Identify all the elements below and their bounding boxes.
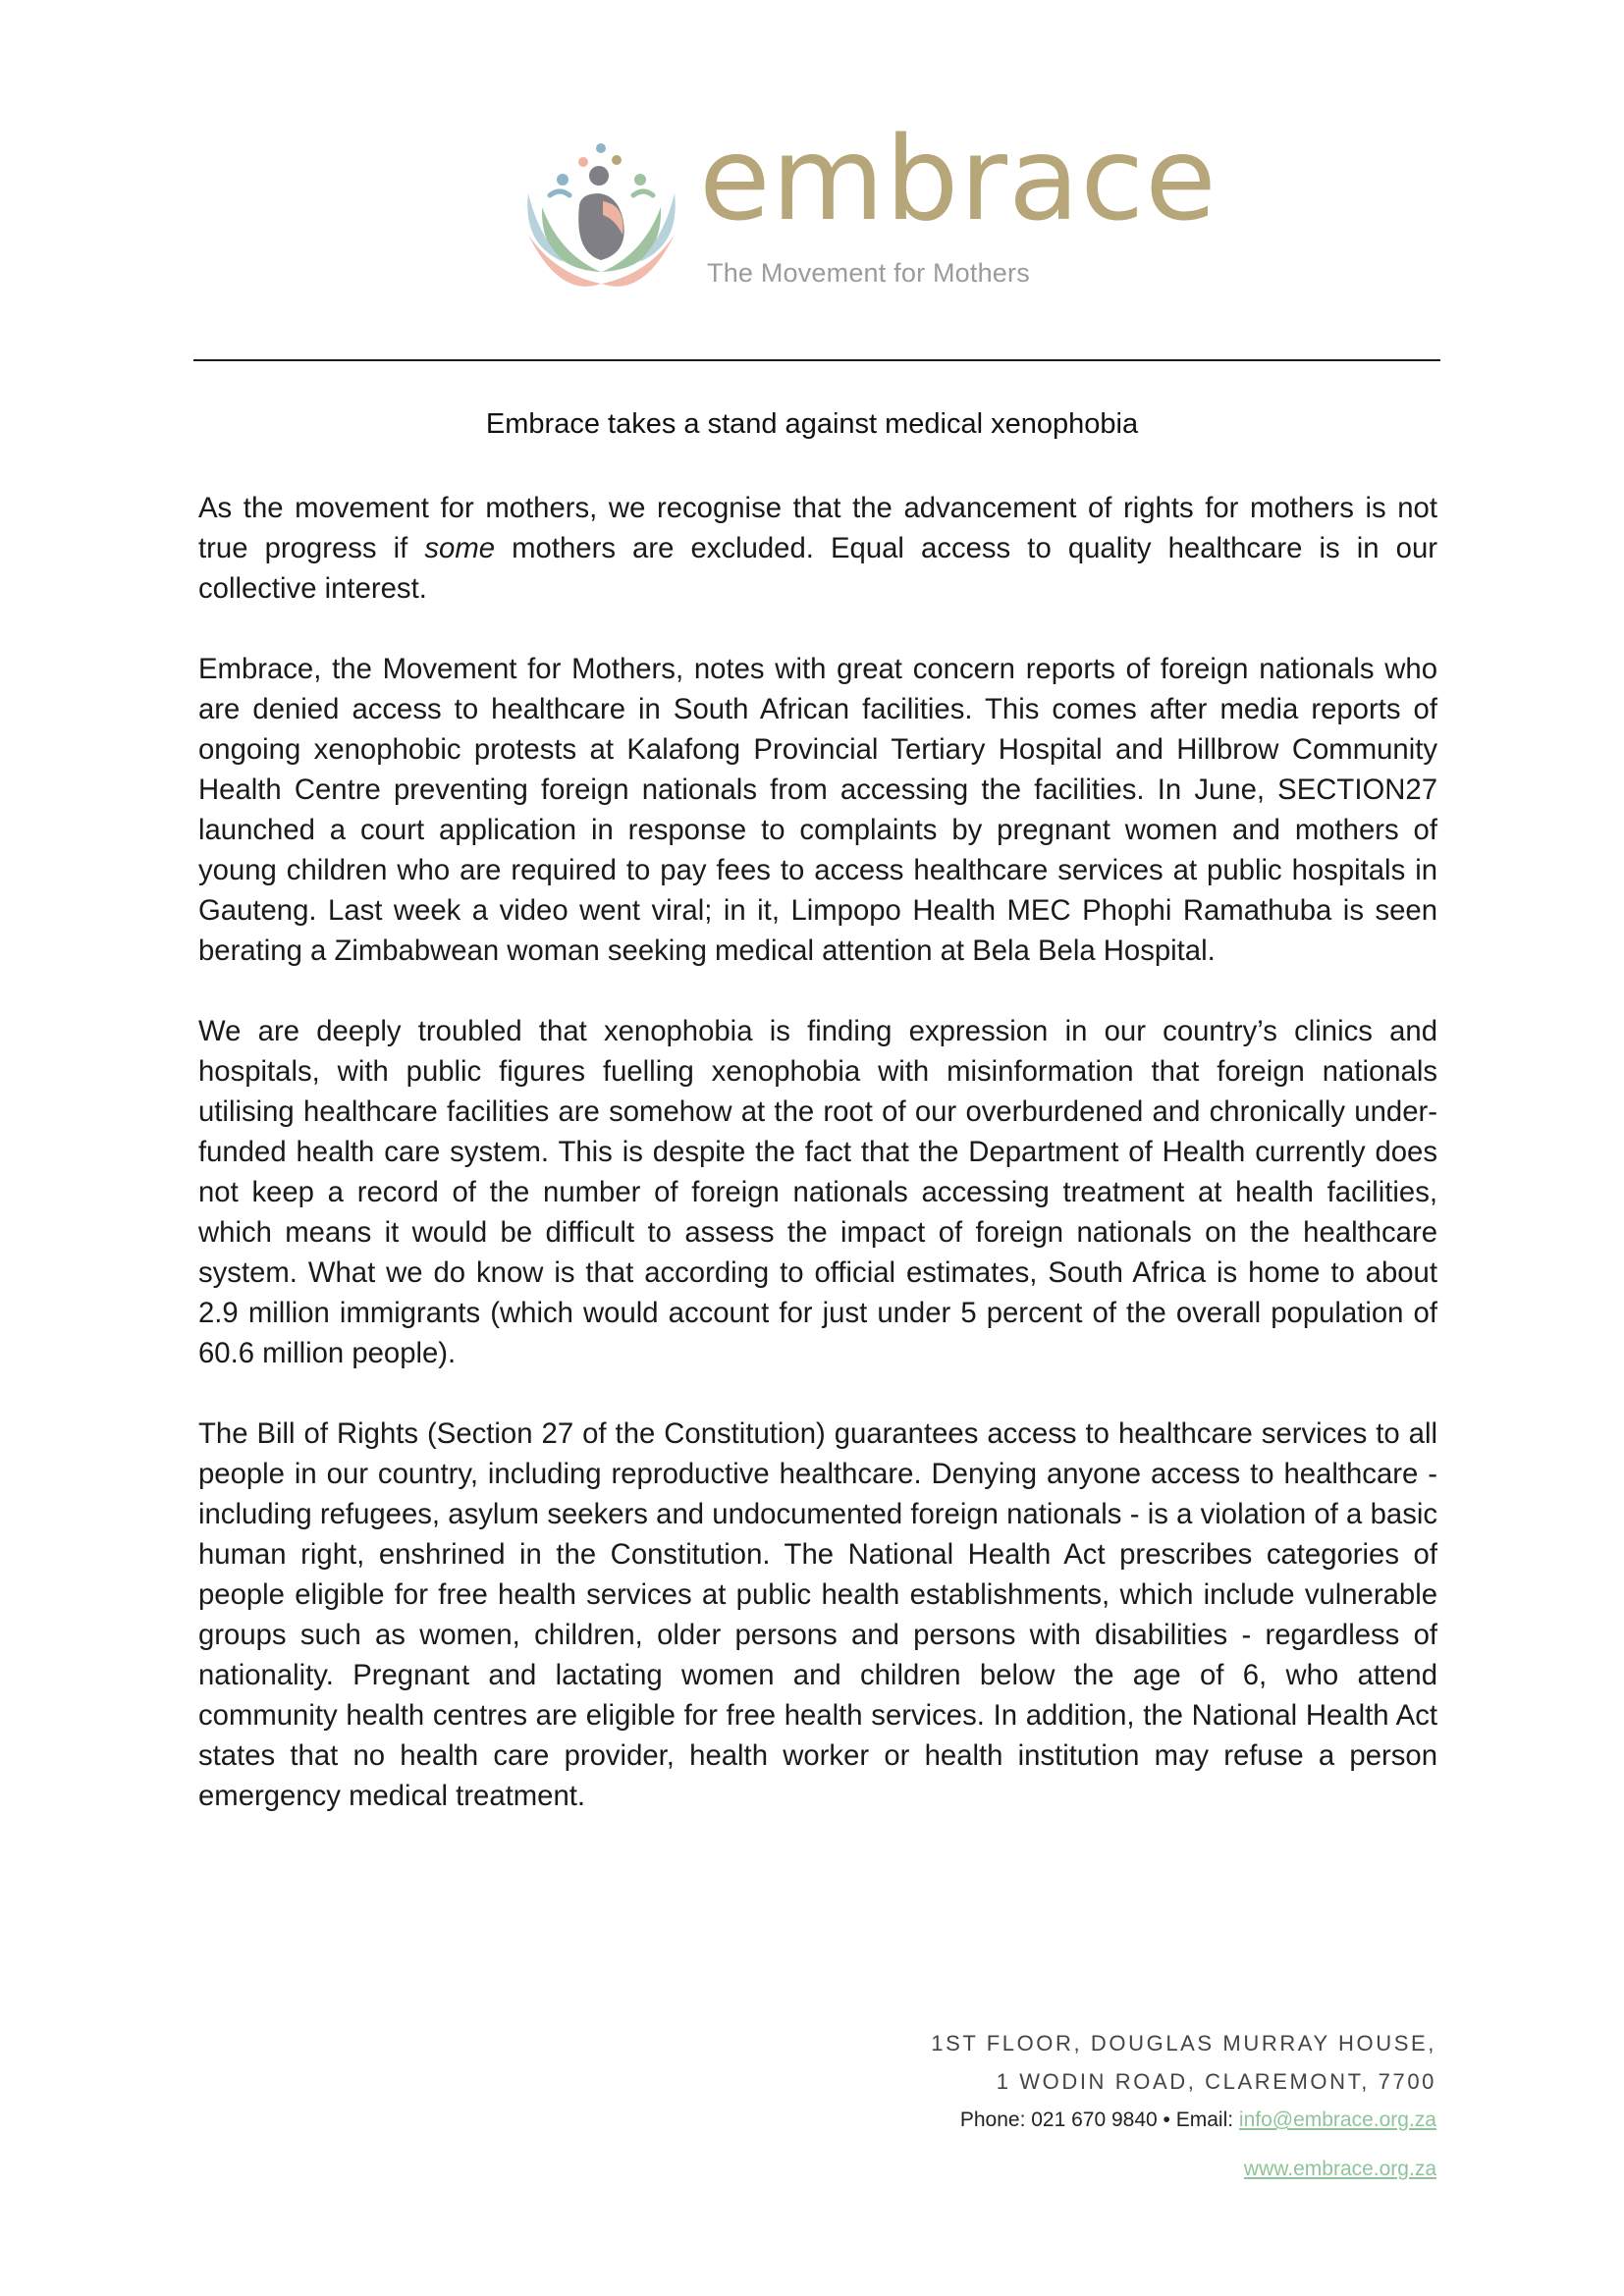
website-link[interactable]: www.embrace.org.za (1243, 2158, 1436, 2180)
address-line-1: 1ST FLOOR, DOUGLAS MURRAY HOUSE, (931, 2031, 1436, 2056)
phone-text: Phone: 021 670 9840 • Email: (959, 2109, 1239, 2131)
paragraph-1-text-end: mothers are excluded. Equal access to quality healthcare is in our collective interest. (198, 532, 1437, 605)
paragraph-2: Embrace, the Movement for Mothers, notes with great concern reports of foreign nationals who are denied access to healthcare in South African facilities. This comes after media reports of ongoing xenophobic protests at Kalafong Provincial Tertiary Hospital and Hillbrow Community Health Centre preventing foreign nationals from accessing the facilities. In June, SECTION27 launched a court application in response to complaints by pregnant women and mothers of young children who are required to pay fees to access healthcare services at public hospitals in Gauteng. Last week a video went viral; in it, Limpopo Health MEC Phophi Ramathuba is seen berating a Zimbabwean woman seeking medical attention at Bela Bela Hospital. (198, 653, 1437, 967)
contact-line (931, 2101, 1436, 2139)
embrace-logo (520, 111, 1218, 299)
paragraph-1-text-start: As the movement for mothers, we recognise that the advancement of rights for mothers is not true progress if (198, 492, 1437, 564)
document-title: Embrace takes a stand against medical xenophobia (485, 408, 1139, 440)
document-body (198, 488, 1437, 1856)
paragraph-1 (198, 488, 1437, 609)
header-divider (193, 359, 1440, 361)
address-line-2: 1 WODIN ROAD, CLAREMONT, 7700 (996, 2069, 1436, 2094)
brand-name: embrace (699, 111, 1218, 246)
email-link[interactable]: info@embrace.org.za (1238, 2109, 1436, 2131)
footer (931, 2024, 1436, 2184)
embrace-logo-icon (520, 136, 682, 294)
paragraph-4: The Bill of Rights (Section 27 of the Constitution) guarantees access to healthcare services to all people in our country, including reproductive healthcare. Denying anyone access to healthcare - including refugees, asylum seekers and undocumented foreign nationals - is a violation of a basic human right, enshrined in the Constitution. The National Health Act prescribes categories of people eligible for free health services at public health establishments, which include vulnerable groups such as women, children, older persons and persons with disabilities - regardless of nationality. Pregnant and lactating women and children below the age of 6, who attend community health centres are eligible for free health services. In addition, the National Health Act states that no health care provider, health worker or health institution may refuse a person emergency medical treatment. (198, 1417, 1437, 1812)
paragraph-1-emphasis: some (424, 532, 496, 564)
brand-tagline: The Movement for Mothers (707, 258, 1030, 288)
paragraph-3: We are deeply troubled that xenophobia is finding expression in our country’s clinics and hospitals, with public figures fuelling xenophobia with misinformation that foreign nationals utilising healthcare facilities are somehow at the root of our overburdened and chronically under-funded health care system. This is despite the fact that the Department of Health currently does not keep a record of the number of foreign nationals accessing treatment at health facilities, which means it would be difficult to assess the impact of foreign nationals on the healthcare system. What we do know is that according to official estimates, South Africa is home to about 2.9 million immigrants (which would account for just under 5 percent of the overall population of 60.6 million people). (198, 1015, 1437, 1369)
